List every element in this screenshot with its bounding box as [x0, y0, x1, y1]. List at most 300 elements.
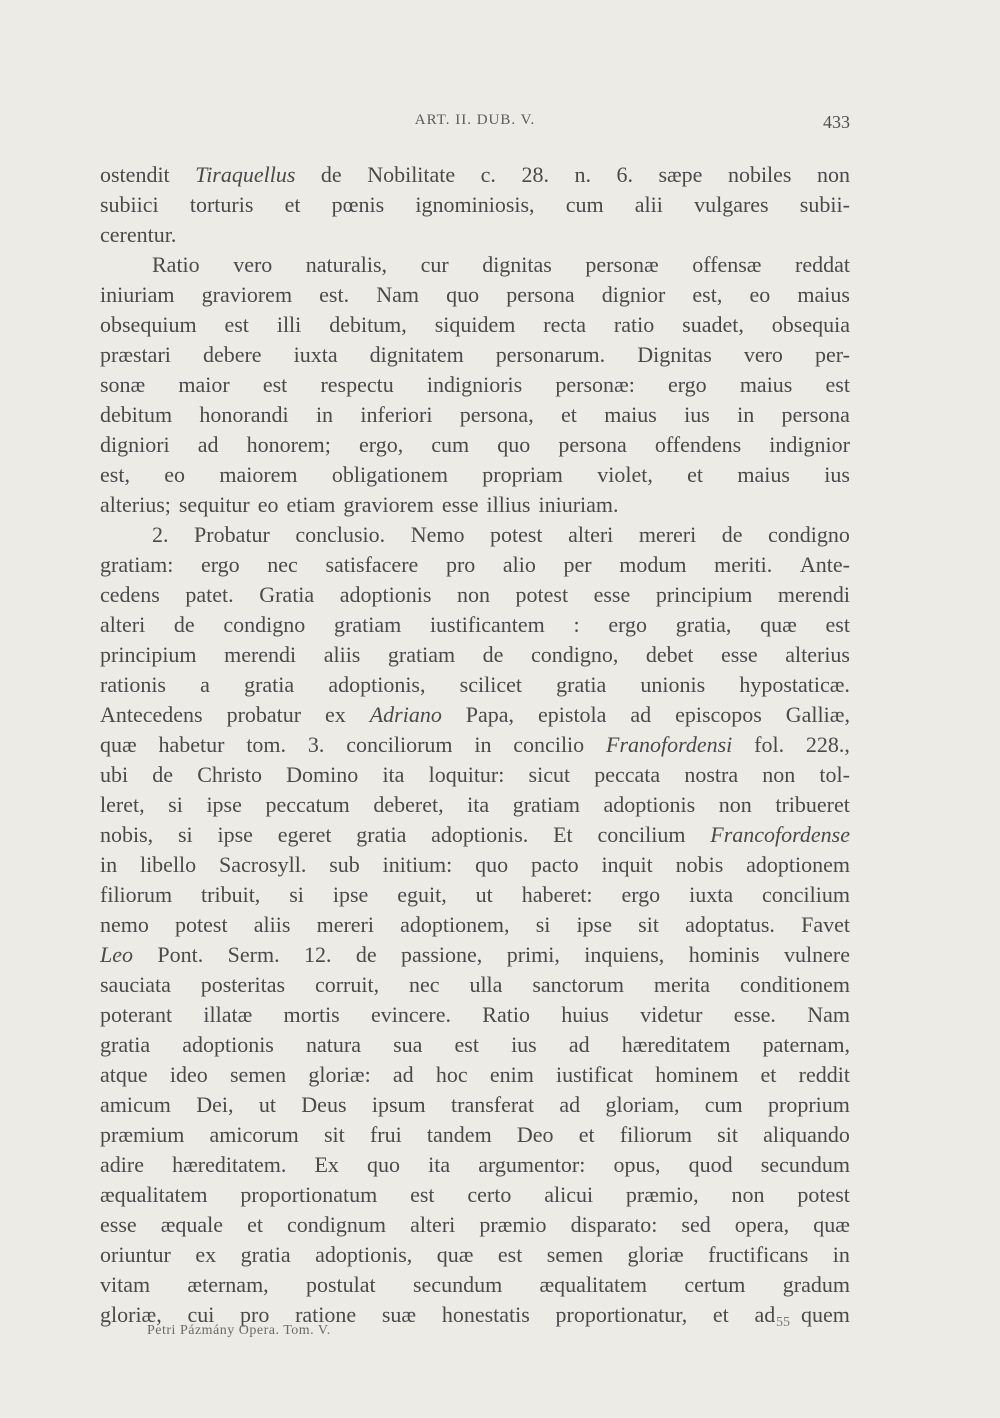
- word: corruit,: [314, 972, 380, 997]
- word: proprium: [768, 1092, 850, 1117]
- word: est: [224, 312, 249, 337]
- word: fructificans: [708, 1242, 809, 1267]
- word: et: [760, 1062, 777, 1087]
- word: egeret: [277, 822, 332, 847]
- word: si: [177, 822, 193, 847]
- text-line: [100, 850, 850, 880]
- word: adoptatus.: [685, 912, 775, 937]
- word: ipse: [217, 822, 253, 847]
- word: principium: [655, 582, 753, 607]
- word: principium: [100, 642, 197, 667]
- word: de: [152, 762, 174, 787]
- word: ita: [467, 792, 490, 817]
- word: opus,: [613, 1152, 661, 1177]
- word: esse.: [733, 1002, 776, 1027]
- word: Antecedens: [100, 702, 203, 727]
- word: iniuriam: [100, 282, 175, 307]
- word: hæreditatem: [621, 1032, 731, 1057]
- word: ratione: [295, 1302, 357, 1327]
- word: inquit: [601, 852, 653, 877]
- page-header: [100, 112, 850, 138]
- text-line: [100, 940, 850, 970]
- word: loquitur:: [428, 762, 505, 787]
- word: gratia: [100, 1032, 151, 1057]
- text-line: [100, 1030, 850, 1060]
- word: eguit,: [397, 882, 447, 907]
- word: debitum: [100, 402, 173, 427]
- word: merita: [653, 972, 711, 997]
- word: 28.: [521, 162, 549, 187]
- text-line: [100, 400, 850, 430]
- word: est: [497, 1242, 523, 1267]
- word: nobiles: [727, 162, 792, 187]
- word: gloriam,: [605, 1092, 680, 1117]
- word: recta: [543, 312, 587, 337]
- word: adoptionis.: [431, 822, 529, 847]
- word: siquidem: [434, 312, 516, 337]
- word: quæ: [760, 612, 797, 637]
- word: ratio: [613, 312, 655, 337]
- word: debitum,: [329, 312, 407, 337]
- word: violet,: [597, 462, 653, 487]
- word: inferiori: [360, 402, 433, 427]
- word: ipse: [332, 882, 369, 907]
- word: Pont.: [157, 942, 204, 967]
- word: reddit: [798, 1062, 850, 1087]
- word: quo: [367, 1152, 400, 1177]
- word: Ante-: [799, 552, 850, 577]
- word: est: [825, 372, 850, 397]
- word: ulla: [469, 972, 503, 997]
- word: c.: [480, 162, 496, 187]
- text-line: [100, 670, 850, 700]
- word: proportionatur,: [555, 1302, 688, 1327]
- word: graviorem: [201, 282, 293, 307]
- word: illi: [276, 312, 302, 337]
- word: alteri: [410, 1212, 456, 1237]
- word: ideo: [169, 1062, 208, 1087]
- word: est.: [319, 282, 350, 307]
- word: cur: [420, 252, 449, 277]
- word: suæ: [381, 1302, 417, 1327]
- word: gratia: [356, 822, 407, 847]
- word: vero: [233, 252, 273, 277]
- word: vulgares: [694, 192, 769, 217]
- word: gratia,: [675, 612, 732, 637]
- text-line: [100, 1180, 850, 1210]
- word: persona: [781, 402, 850, 427]
- word: persona: [506, 282, 575, 307]
- word: nobis: [675, 852, 724, 877]
- running-head: ART. II. DUB. V.: [414, 112, 536, 128]
- word: 3.: [307, 732, 325, 757]
- word: esse: [441, 492, 479, 517]
- word: probatur: [226, 702, 302, 727]
- word: ius: [511, 1032, 537, 1057]
- text-line: [100, 1090, 850, 1120]
- italic-word: Tiraquellus: [195, 162, 296, 187]
- word: cum: [431, 432, 470, 457]
- word: tol-: [819, 762, 850, 787]
- word: æqualitatem: [100, 1182, 208, 1207]
- word: Favet: [801, 912, 850, 937]
- text-line: [100, 760, 850, 790]
- word: satisfacere: [325, 552, 419, 577]
- word: eo: [164, 462, 186, 487]
- word: de: [721, 522, 743, 547]
- word: concilio: [513, 732, 585, 757]
- word: gratiam: [334, 612, 402, 637]
- word: subiici: [100, 192, 159, 217]
- word: ut: [258, 1092, 276, 1117]
- word: disparato:: [570, 1212, 658, 1237]
- text-line: [100, 190, 850, 220]
- word: hominem: [655, 1062, 739, 1087]
- word: Galliæ,: [785, 702, 850, 727]
- word: non: [718, 792, 752, 817]
- text-line: [100, 370, 850, 400]
- word: et: [578, 1122, 595, 1147]
- word: ius: [684, 402, 710, 427]
- word: et: [247, 1212, 263, 1237]
- word: æquale: [160, 1212, 224, 1237]
- word: si: [535, 912, 551, 937]
- word: maius: [737, 462, 790, 487]
- word: quo: [497, 432, 531, 457]
- word: mereri: [638, 522, 697, 547]
- word: quæ: [436, 1242, 474, 1267]
- word: quo: [475, 852, 509, 877]
- word: illatæ: [203, 1002, 253, 1027]
- word: honorem;: [246, 432, 331, 457]
- word: ad: [392, 1062, 414, 1087]
- word: certum: [684, 1272, 746, 1297]
- word: merendi: [224, 642, 297, 667]
- word: filiorum: [100, 882, 173, 907]
- word: amicum: [100, 1092, 171, 1117]
- word: potest: [489, 522, 543, 547]
- word: dignitatem: [369, 342, 464, 367]
- word: obsequia: [771, 312, 850, 337]
- italic-word: Franofordensi: [606, 732, 733, 757]
- word: Ratio: [152, 252, 200, 277]
- word: ad: [568, 1032, 590, 1057]
- word: Dignitas: [637, 342, 712, 367]
- word: dignitas: [482, 252, 552, 277]
- word: peccatum: [265, 792, 350, 817]
- word: non: [817, 162, 850, 187]
- word: gloriæ:: [308, 1062, 371, 1087]
- text-line: [100, 1240, 850, 1270]
- word: quod: [688, 1152, 733, 1177]
- word: obsequium: [100, 312, 197, 337]
- word: conditionem: [739, 972, 850, 997]
- word: merendi: [777, 582, 850, 607]
- word: posteritas: [200, 972, 286, 997]
- text-line: [100, 550, 850, 580]
- word: in: [737, 402, 755, 427]
- word: hominis: [688, 942, 760, 967]
- word: 2.: [152, 522, 169, 547]
- word: alii: [634, 192, 663, 217]
- word: alicui: [544, 1182, 594, 1207]
- text-line: [100, 790, 850, 820]
- word: concilium: [597, 822, 686, 847]
- word: videtur: [640, 1002, 703, 1027]
- word: præmio: [479, 1212, 547, 1237]
- word: nec: [267, 552, 298, 577]
- word: postulat: [306, 1272, 376, 1297]
- word: gratiam:: [100, 552, 174, 577]
- word: initium:: [382, 852, 453, 877]
- word: hoc: [435, 1062, 468, 1087]
- word: leret,: [100, 792, 145, 817]
- word: nemo: [100, 912, 149, 937]
- word: ad: [559, 1092, 581, 1117]
- word: et: [561, 402, 577, 427]
- word: Et: [553, 822, 573, 847]
- word: tandem: [426, 1122, 492, 1147]
- italic-word: Francofordense: [710, 822, 850, 847]
- word: condigno: [223, 612, 306, 637]
- italic-word: Adriano: [369, 702, 442, 727]
- word: sua: [393, 1032, 423, 1057]
- word: oriuntur: [100, 1242, 171, 1267]
- word: personæ: [585, 252, 659, 277]
- word: gradum: [782, 1272, 850, 1297]
- word: meriti.: [714, 552, 773, 577]
- word: Nemo: [410, 522, 465, 547]
- word: gloriæ: [627, 1242, 684, 1267]
- word: Domino: [286, 762, 359, 787]
- word: maius: [604, 402, 657, 427]
- word: rationis: [100, 672, 166, 697]
- word: eo: [257, 492, 279, 517]
- word: iniuriam.: [538, 492, 619, 517]
- word: etiam: [286, 492, 336, 517]
- word: cum: [704, 1092, 743, 1117]
- word: proportionatum: [240, 1182, 378, 1207]
- word: quæ: [813, 1212, 850, 1237]
- word: passione,: [401, 942, 483, 967]
- word: Ratio: [482, 1002, 530, 1027]
- text-line: [100, 640, 850, 670]
- word: honorandi: [199, 402, 289, 427]
- word: :: [573, 612, 580, 637]
- word: et: [712, 1302, 729, 1327]
- text-line: [100, 1060, 850, 1090]
- word: hæreditatem.: [172, 1152, 287, 1177]
- word: primi,: [506, 942, 560, 967]
- word: propriam: [482, 462, 563, 487]
- word: obligationem: [331, 462, 448, 487]
- word: peccata: [594, 762, 661, 787]
- word: ergo: [200, 552, 240, 577]
- word: Probatur: [194, 522, 270, 547]
- word: gratia: [244, 672, 295, 697]
- word: gratiam: [387, 642, 456, 667]
- word: ostendit: [100, 162, 170, 187]
- word: de: [320, 162, 342, 187]
- word: pro: [445, 552, 476, 577]
- word: maior: [178, 372, 230, 397]
- word: ex: [195, 1242, 217, 1267]
- word: esse: [593, 582, 631, 607]
- word: hypostaticæ.: [739, 672, 850, 697]
- word: Deus: [301, 1092, 347, 1117]
- word: debere: [202, 342, 262, 367]
- word: secundum: [760, 1152, 850, 1177]
- word: graviorem: [343, 492, 434, 517]
- word: personarum.: [495, 342, 606, 367]
- word: adoptionem,: [400, 912, 510, 937]
- signature-mark: 55: [776, 1315, 790, 1330]
- word: indignior: [769, 432, 850, 457]
- word: Gratia: [259, 582, 315, 607]
- word: sæpe: [658, 162, 703, 187]
- word: subii-: [799, 192, 850, 217]
- word: scilicet: [459, 672, 522, 697]
- word: ignominiosis,: [415, 192, 535, 217]
- word: suadet,: [682, 312, 744, 337]
- word: offensæ: [692, 252, 762, 277]
- word: sicut: [528, 762, 571, 787]
- text-line: [100, 520, 850, 550]
- word: persona: [558, 432, 627, 457]
- word: filiorum: [619, 1122, 692, 1147]
- footer-source-line: Petri Pázmány Opera. Tom. V.: [147, 1323, 331, 1338]
- word: nostra: [684, 762, 739, 787]
- word: deberet,: [373, 792, 444, 817]
- word: enim: [489, 1062, 534, 1087]
- word: ipse: [206, 792, 242, 817]
- word: Nam: [376, 282, 419, 307]
- word: quæ: [100, 732, 137, 757]
- word: est,: [692, 282, 723, 307]
- word: sed: [681, 1212, 711, 1237]
- word: æternam,: [187, 1272, 269, 1297]
- page-number: 433: [823, 112, 850, 132]
- text-line: [100, 430, 850, 460]
- word: aliis: [253, 912, 291, 937]
- word: vero: [743, 342, 783, 367]
- word: secundum: [412, 1272, 503, 1297]
- word: vulnere: [784, 942, 850, 967]
- word: adoptionis: [603, 792, 696, 817]
- word: evincere.: [371, 1002, 452, 1027]
- word: Deo: [516, 1122, 554, 1147]
- word: patet.: [185, 582, 234, 607]
- text-line: [100, 880, 850, 910]
- word: adoptionem: [746, 852, 850, 877]
- word: sit: [638, 912, 659, 937]
- word: Nam: [807, 1002, 850, 1027]
- word: ita: [382, 762, 405, 787]
- page-footer: [100, 1315, 850, 1345]
- word: frui: [369, 1122, 402, 1147]
- text-line: [100, 970, 850, 1000]
- word: de: [482, 642, 504, 667]
- word: de: [173, 612, 195, 637]
- word: si: [168, 792, 183, 817]
- word: episcopos: [675, 702, 762, 727]
- word: ita: [428, 1152, 451, 1177]
- word: condigno,: [530, 642, 619, 667]
- word: poterant: [100, 1002, 173, 1027]
- word: ad: [630, 702, 652, 727]
- word: huius: [561, 1002, 609, 1027]
- body-text: [100, 160, 850, 1330]
- word: Nobilitate: [367, 162, 456, 187]
- word: haberet:: [521, 882, 593, 907]
- word: modum: [619, 552, 687, 577]
- word: 6.: [616, 162, 633, 187]
- word: sit: [717, 1122, 738, 1147]
- word: conciliorum: [346, 732, 453, 757]
- word: maiorem: [219, 462, 298, 487]
- word: est: [410, 1182, 435, 1207]
- text-line: [100, 730, 850, 760]
- word: gratia: [240, 1242, 291, 1267]
- word: in: [315, 402, 334, 427]
- word: ipse: [576, 912, 612, 937]
- word: mortis: [283, 1002, 340, 1027]
- word: sit: [323, 1122, 345, 1147]
- word: naturalis,: [305, 252, 388, 277]
- word: ipsum: [371, 1092, 426, 1117]
- italic-word: Leo: [100, 942, 133, 967]
- word: tom.: [246, 732, 287, 757]
- word: alterius: [785, 642, 850, 667]
- word: condigno: [768, 522, 850, 547]
- word: fol.: [754, 732, 785, 757]
- word: argumentor:: [478, 1152, 586, 1177]
- word: esse: [721, 642, 758, 667]
- word: gratia: [556, 672, 607, 697]
- word: est: [825, 612, 850, 637]
- text-line: [100, 580, 850, 610]
- word: digniori: [100, 432, 170, 457]
- word: ex: [325, 702, 346, 727]
- word: iustificantem: [429, 612, 545, 637]
- word: ius: [824, 462, 850, 487]
- word: potest: [515, 582, 569, 607]
- word: de: [355, 942, 377, 967]
- word: Sacrosyll.: [219, 852, 307, 877]
- word: cum: [565, 192, 604, 217]
- word: non: [456, 582, 490, 607]
- word: nobis,: [100, 822, 154, 847]
- word: iuxta: [293, 342, 338, 367]
- word: ergo: [608, 612, 648, 637]
- text-line: [100, 280, 850, 310]
- word: est: [262, 372, 288, 397]
- text-line: [100, 1150, 850, 1180]
- word: torturis: [189, 192, 254, 217]
- word: quo: [446, 282, 480, 307]
- word: respectu: [320, 372, 394, 397]
- word: semen: [229, 1062, 287, 1087]
- word: gratiam: [512, 792, 580, 817]
- word: eo: [749, 282, 771, 307]
- word: atque: [100, 1062, 148, 1087]
- word: sanctorum: [532, 972, 624, 997]
- word: sauciata: [100, 972, 171, 997]
- word: amicorum: [209, 1122, 299, 1147]
- word: gloriæ,: [100, 1302, 162, 1327]
- word: est,: [100, 462, 130, 487]
- word: reddat: [795, 252, 850, 277]
